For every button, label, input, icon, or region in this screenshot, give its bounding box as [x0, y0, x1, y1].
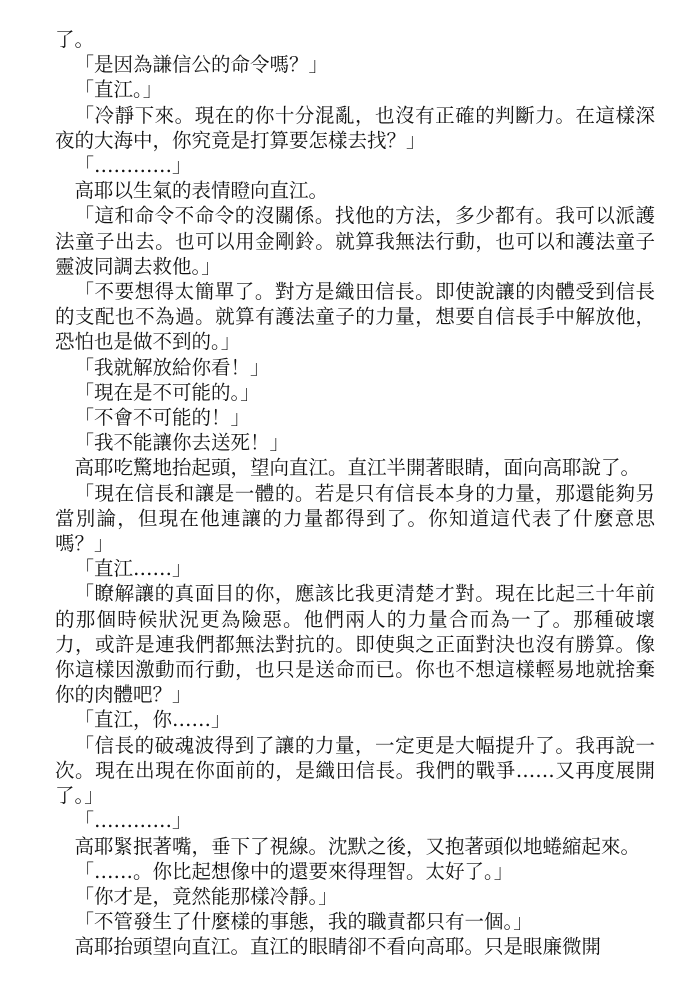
paragraph: 「直江……」 [74, 557, 192, 581]
paragraph: 「信長的破魂波得到了讓的力量，一定更是大幅提升了。我再說一次。現在出現在你面前的，是織田信長。我們的戰爭……又再度展開了。」 [55, 733, 655, 808]
paragraph: 「直江。」 [74, 78, 163, 102]
paragraph: 「瞭解讓的真面目的你，應該比我更清楚才對。現在比起三十年前的那個時候狀況更為險惡。他們兩人的力量合而為一了。那種破壞力，或許是連我們都無法對抗的。即使與之正面對決也沒有勝算。像你這樣因激動而行動，也只是送命而已。你也不想這樣輕易地就捨棄你的肉體吧？」 [55, 582, 655, 707]
paragraph: 「…………」 [74, 809, 192, 833]
paragraph: 「……。你比起想像中的還要來得理智。太好了。」 [74, 859, 514, 883]
paragraph: 「我就解放給你看！」 [74, 355, 270, 379]
paragraph: 「不管發生了什麼樣的事態，我的職責都只有一個。」 [74, 910, 533, 934]
paragraph: 「我不能讓你去送死！」 [74, 431, 290, 455]
paragraph: 「不要想得太簡單了。對方是織田信長。即使說讓的肉體受到信長的支配也不為過。就算有護法童子的力量，想要自信長手中解放他，恐怕也是做不到的。」 [55, 280, 655, 354]
paragraph: 「…………」 [74, 154, 192, 178]
paragraph: 「冷靜下來。現在的你十分混亂，也沒有正確的判斷力。在這樣深夜的大海中，你究竟是打算要怎樣去找？」 [55, 103, 655, 152]
paragraph: 高耶抬頭望向直江。直江的眼睛卻不看向高耶。只是眼廉微開 [74, 935, 602, 959]
paragraph: 「現在信長和讓是一體的。若是只有信長本身的力量，那還能夠另當別論，但現在他連讓的力量都得到了。你知道這代表了什麼意思嗎？」 [55, 481, 655, 556]
paragraph: 「現在是不可能的。」 [74, 380, 260, 404]
paragraph: 了。 [55, 28, 95, 51]
paragraph: 「這和命令不命令的沒關係。找他的方法，多少都有。我可以派護法童子出去。也可以用金剛鈴。就算我無法行動，也可以和護法童子靈波同調去救他。」 [55, 204, 655, 278]
paragraph: 高耶吃驚地抬起頭，望向直江。直江半開著眼睛，面向高耶說了。 [74, 456, 641, 480]
paragraph: 高耶以生氣的表情瞪向直江。 [74, 179, 329, 203]
paragraph: 「不會不可能的！」 [74, 406, 251, 430]
book-page [55, 27, 655, 960]
paragraph: 「直江，你……」 [74, 708, 231, 732]
paragraph: 「你才是，竟然能那樣冷靜。」 [74, 884, 338, 908]
paragraph: 高耶緊抿著嘴，垂下了視線。沈默之後，又抱著頭似地蜷縮起來。 [74, 834, 641, 858]
paragraph: 「是因為謙信公的命令嗎？」 [74, 53, 329, 77]
